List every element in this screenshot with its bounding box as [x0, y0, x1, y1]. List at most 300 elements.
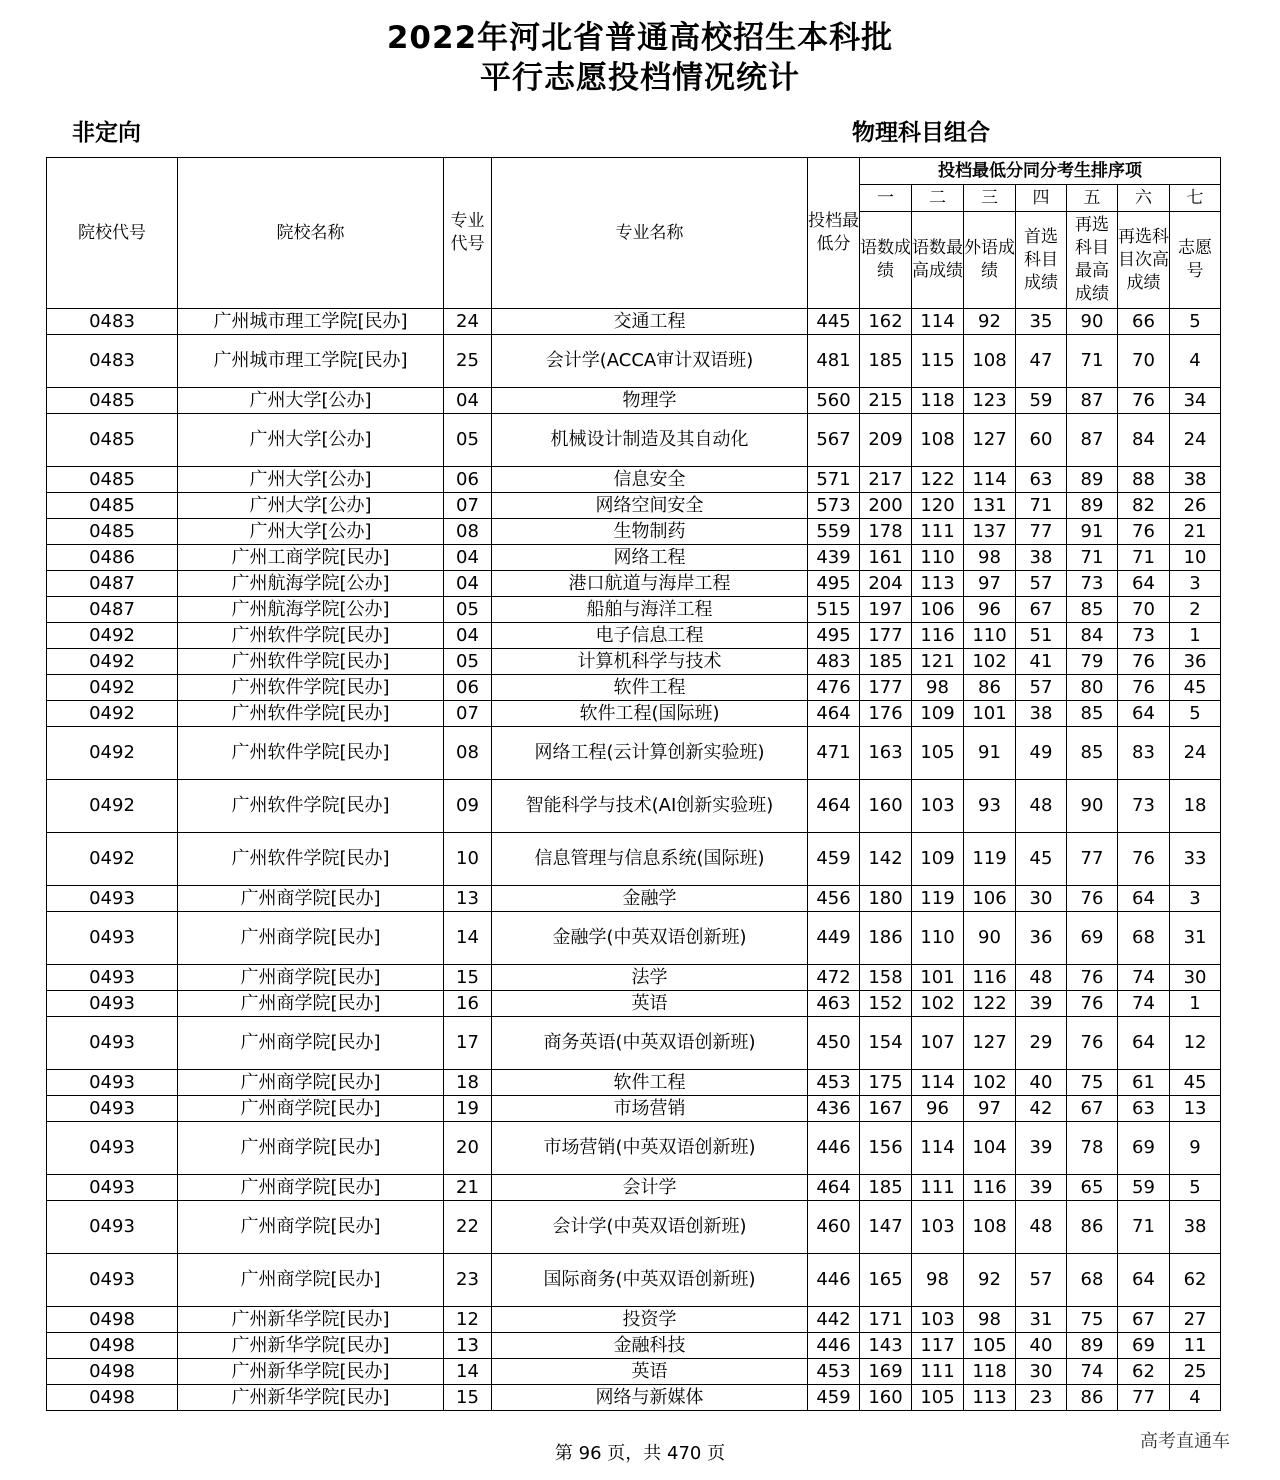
cell-order-5: 77 [1067, 833, 1118, 886]
cell-order-6: 64 [1118, 886, 1170, 912]
header-order-5: 五 [1067, 185, 1118, 212]
cell-order-3: 110 [964, 623, 1016, 649]
cell-order-1: 177 [860, 623, 912, 649]
cell-major-name: 英语 [492, 991, 808, 1017]
cell-major-name: 市场营销 [492, 1096, 808, 1122]
cell-school-name: 广州新华学院[民办] [178, 1359, 444, 1385]
cell-order-2: 120 [912, 493, 964, 519]
subject-group-label: 物理科目组合 [852, 120, 990, 146]
table-row [47, 675, 1221, 701]
cell-order-7: 24 [1170, 414, 1221, 467]
cell-order-3: 106 [964, 886, 1016, 912]
cell-order-6: 64 [1118, 1017, 1170, 1070]
cell-order-4: 39 [1016, 1175, 1067, 1201]
cell-order-7: 12 [1170, 1017, 1221, 1070]
header-tiebreak-group: 投档最低分同分考生排序项 [860, 158, 1221, 185]
cell-order-1: 209 [860, 414, 912, 467]
cell-order-6: 84 [1118, 414, 1170, 467]
cell-order-3: 92 [964, 1254, 1016, 1307]
cell-order-1: 178 [860, 519, 912, 545]
cell-school-code: 0493 [47, 1201, 178, 1254]
cell-school-code: 0498 [47, 1359, 178, 1385]
cell-order-2: 111 [912, 519, 964, 545]
cell-order-1: 160 [860, 780, 912, 833]
cell-major-code: 17 [444, 1017, 492, 1070]
cell-order-4: 57 [1016, 675, 1067, 701]
cell-major-code: 16 [444, 991, 492, 1017]
table-row [47, 1201, 1221, 1254]
cell-order-6: 68 [1118, 912, 1170, 965]
cell-major-name: 网络工程 [492, 545, 808, 571]
cell-order-7: 21 [1170, 519, 1221, 545]
table-row [47, 309, 1221, 335]
cell-major-code: 23 [444, 1254, 492, 1307]
cell-order-4: 38 [1016, 701, 1067, 727]
header-item-5: 再选科目最高成绩 [1067, 212, 1118, 309]
cell-order-3: 91 [964, 727, 1016, 780]
cell-school-name: 广州商学院[民办] [178, 1122, 444, 1175]
cell-order-2: 98 [912, 675, 964, 701]
cell-major-name: 金融学 [492, 886, 808, 912]
header-item-2: 语数最高成绩 [912, 212, 964, 309]
cell-school-name: 广州商学院[民办] [178, 1175, 444, 1201]
table-row [47, 965, 1221, 991]
cell-order-5: 87 [1067, 388, 1118, 414]
cell-major-name: 软件工程(国际班) [492, 701, 808, 727]
cell-order-2: 101 [912, 965, 964, 991]
cell-order-7: 34 [1170, 388, 1221, 414]
cell-order-5: 86 [1067, 1385, 1118, 1411]
cell-order-3: 118 [964, 1359, 1016, 1385]
table-row [47, 597, 1221, 623]
table-row [47, 467, 1221, 493]
cell-major-name: 物理学 [492, 388, 808, 414]
cell-major-code: 06 [444, 675, 492, 701]
cell-school-name: 广州城市理工学院[民办] [178, 309, 444, 335]
cell-order-5: 85 [1067, 701, 1118, 727]
cell-order-3: 102 [964, 1070, 1016, 1096]
cell-order-7: 38 [1170, 467, 1221, 493]
cell-major-name: 网络工程(云计算创新实验班) [492, 727, 808, 780]
cell-order-2: 110 [912, 912, 964, 965]
cell-order-7: 26 [1170, 493, 1221, 519]
cell-order-6: 88 [1118, 467, 1170, 493]
cell-order-6: 64 [1118, 701, 1170, 727]
cell-major-name: 会计学 [492, 1175, 808, 1201]
header-order-3: 三 [964, 185, 1016, 212]
cell-order-2: 102 [912, 991, 964, 1017]
cell-min-score: 463 [808, 991, 860, 1017]
page-footer: 第 96 页，共 470 页 [554, 1443, 726, 1464]
cell-order-7: 5 [1170, 309, 1221, 335]
cell-order-2: 116 [912, 623, 964, 649]
cell-major-code: 05 [444, 649, 492, 675]
cell-order-3: 98 [964, 1307, 1016, 1333]
cell-major-code: 07 [444, 493, 492, 519]
cell-min-score: 471 [808, 727, 860, 780]
cell-order-6: 83 [1118, 727, 1170, 780]
cell-min-score: 449 [808, 912, 860, 965]
cell-order-1: 200 [860, 493, 912, 519]
cell-order-3: 86 [964, 675, 1016, 701]
cell-major-name: 金融科技 [492, 1333, 808, 1359]
cell-order-6: 64 [1118, 1254, 1170, 1307]
header-order-7: 七 [1170, 185, 1221, 212]
cell-order-2: 111 [912, 1175, 964, 1201]
cell-order-1: 185 [860, 649, 912, 675]
cell-order-5: 74 [1067, 1359, 1118, 1385]
cell-order-7: 1 [1170, 623, 1221, 649]
cell-major-name: 法学 [492, 965, 808, 991]
header-min-score: 投档最低分 [808, 158, 860, 309]
cell-min-score: 495 [808, 623, 860, 649]
header-item-3: 外语成绩 [964, 212, 1016, 309]
cell-order-6: 61 [1118, 1070, 1170, 1096]
cell-order-7: 25 [1170, 1359, 1221, 1385]
cell-school-code: 0492 [47, 833, 178, 886]
cell-order-4: 39 [1016, 1122, 1067, 1175]
table-row [47, 1307, 1221, 1333]
cell-order-1: 171 [860, 1307, 912, 1333]
cell-order-7: 2 [1170, 597, 1221, 623]
cell-major-code: 18 [444, 1070, 492, 1096]
cell-order-1: 156 [860, 1122, 912, 1175]
cell-min-score: 560 [808, 388, 860, 414]
table-header [47, 158, 1221, 309]
cell-order-3: 114 [964, 467, 1016, 493]
cell-major-code: 04 [444, 571, 492, 597]
cell-order-7: 38 [1170, 1201, 1221, 1254]
cell-order-1: 169 [860, 1359, 912, 1385]
cell-min-score: 453 [808, 1070, 860, 1096]
cell-order-3: 104 [964, 1122, 1016, 1175]
cell-min-score: 567 [808, 414, 860, 467]
table-row [47, 519, 1221, 545]
cell-order-2: 108 [912, 414, 964, 467]
table-row [47, 1122, 1221, 1175]
cell-order-7: 62 [1170, 1254, 1221, 1307]
cell-min-score: 436 [808, 1096, 860, 1122]
header-order-1: 一 [860, 185, 912, 212]
cell-order-5: 76 [1067, 965, 1118, 991]
cell-major-name: 交通工程 [492, 309, 808, 335]
cell-major-code: 19 [444, 1096, 492, 1122]
cell-order-5: 89 [1067, 493, 1118, 519]
cell-major-name: 网络与新媒体 [492, 1385, 808, 1411]
table-row [47, 545, 1221, 571]
cell-major-code: 08 [444, 519, 492, 545]
cell-major-code: 15 [444, 1385, 492, 1411]
cell-order-3: 90 [964, 912, 1016, 965]
cell-min-score: 483 [808, 649, 860, 675]
cell-order-2: 119 [912, 886, 964, 912]
cell-order-1: 204 [860, 571, 912, 597]
cell-order-1: 217 [860, 467, 912, 493]
cell-order-2: 117 [912, 1333, 964, 1359]
cell-order-3: 101 [964, 701, 1016, 727]
table-row [47, 701, 1221, 727]
table-row [47, 1359, 1221, 1385]
header-order-6: 六 [1118, 185, 1170, 212]
cell-order-5: 87 [1067, 414, 1118, 467]
cell-school-name: 广州软件学院[民办] [178, 623, 444, 649]
cell-major-name: 网络空间安全 [492, 493, 808, 519]
cell-school-code: 0493 [47, 991, 178, 1017]
cell-order-6: 76 [1118, 675, 1170, 701]
cell-school-code: 0485 [47, 467, 178, 493]
cell-order-4: 38 [1016, 545, 1067, 571]
header-school-code: 院校代号 [47, 158, 178, 309]
document-title-line2: 平行志愿投档情况统计 [480, 60, 800, 96]
cell-order-5: 67 [1067, 1096, 1118, 1122]
header-item-7: 志愿号 [1170, 212, 1221, 309]
cell-order-5: 73 [1067, 571, 1118, 597]
cell-order-1: 197 [860, 597, 912, 623]
cell-order-3: 93 [964, 780, 1016, 833]
cell-order-6: 59 [1118, 1175, 1170, 1201]
cell-order-4: 48 [1016, 1201, 1067, 1254]
cell-school-code: 0493 [47, 912, 178, 965]
cell-major-name: 港口航道与海岸工程 [492, 571, 808, 597]
cell-order-2: 121 [912, 649, 964, 675]
cell-school-code: 0493 [47, 886, 178, 912]
cell-order-3: 97 [964, 1096, 1016, 1122]
cell-order-3: 96 [964, 597, 1016, 623]
cell-order-2: 114 [912, 1070, 964, 1096]
cell-order-4: 36 [1016, 912, 1067, 965]
cell-order-2: 114 [912, 1122, 964, 1175]
cell-order-4: 51 [1016, 623, 1067, 649]
cell-major-code: 06 [444, 467, 492, 493]
cell-order-3: 108 [964, 335, 1016, 388]
cell-order-3: 127 [964, 414, 1016, 467]
cell-order-6: 67 [1118, 1307, 1170, 1333]
cell-order-4: 63 [1016, 467, 1067, 493]
header-item-6: 再选科目次高成绩 [1118, 212, 1170, 309]
cell-order-4: 40 [1016, 1070, 1067, 1096]
watermark: 高考直通车 [1140, 1431, 1230, 1452]
cell-school-code: 0493 [47, 1122, 178, 1175]
cell-min-score: 464 [808, 701, 860, 727]
cell-major-code: 08 [444, 727, 492, 780]
cell-major-name: 国际商务(中英双语创新班) [492, 1254, 808, 1307]
cell-order-4: 67 [1016, 597, 1067, 623]
cell-min-score: 459 [808, 1385, 860, 1411]
cell-min-score: 453 [808, 1359, 860, 1385]
cell-order-4: 29 [1016, 1017, 1067, 1070]
cell-order-3: 97 [964, 571, 1016, 597]
cell-order-2: 113 [912, 571, 964, 597]
cell-school-code: 0485 [47, 388, 178, 414]
cell-order-5: 89 [1067, 467, 1118, 493]
cell-min-score: 573 [808, 493, 860, 519]
cell-order-2: 96 [912, 1096, 964, 1122]
cell-order-7: 45 [1170, 1070, 1221, 1096]
table-row [47, 991, 1221, 1017]
cell-min-score: 472 [808, 965, 860, 991]
cell-major-name: 信息安全 [492, 467, 808, 493]
cell-order-7: 9 [1170, 1122, 1221, 1175]
cell-major-name: 机械设计制造及其自动化 [492, 414, 808, 467]
cell-school-name: 广州航海学院[公办] [178, 571, 444, 597]
cell-order-1: 176 [860, 701, 912, 727]
cell-major-code: 21 [444, 1175, 492, 1201]
cell-order-1: 180 [860, 886, 912, 912]
cell-order-1: 161 [860, 545, 912, 571]
cell-min-score: 515 [808, 597, 860, 623]
cell-order-5: 65 [1067, 1175, 1118, 1201]
cell-order-6: 64 [1118, 571, 1170, 597]
cell-major-name: 软件工程 [492, 675, 808, 701]
cell-min-score: 446 [808, 1122, 860, 1175]
cell-order-7: 5 [1170, 701, 1221, 727]
cell-order-6: 69 [1118, 1333, 1170, 1359]
cell-order-1: 175 [860, 1070, 912, 1096]
cell-school-code: 0483 [47, 335, 178, 388]
cell-school-code: 0485 [47, 519, 178, 545]
table-row [47, 571, 1221, 597]
cell-min-score: 571 [808, 467, 860, 493]
cell-school-name: 广州工商学院[民办] [178, 545, 444, 571]
cell-school-name: 广州商学院[民办] [178, 1201, 444, 1254]
table-row [47, 335, 1221, 388]
cell-school-name: 广州软件学院[民办] [178, 701, 444, 727]
cell-order-3: 92 [964, 309, 1016, 335]
cell-order-7: 31 [1170, 912, 1221, 965]
cell-major-code: 09 [444, 780, 492, 833]
cell-major-code: 12 [444, 1307, 492, 1333]
cell-order-6: 62 [1118, 1359, 1170, 1385]
cell-school-code: 0493 [47, 1096, 178, 1122]
table-row [47, 1254, 1221, 1307]
cell-order-2: 105 [912, 1385, 964, 1411]
cell-min-score: 450 [808, 1017, 860, 1070]
cell-order-3: 98 [964, 545, 1016, 571]
cell-order-5: 75 [1067, 1307, 1118, 1333]
cell-major-name: 智能科学与技术(AI创新实验班) [492, 780, 808, 833]
cell-order-3: 127 [964, 1017, 1016, 1070]
cell-order-3: 108 [964, 1201, 1016, 1254]
cell-min-score: 446 [808, 1333, 860, 1359]
cell-order-5: 71 [1067, 335, 1118, 388]
cell-order-4: 35 [1016, 309, 1067, 335]
cell-major-code: 05 [444, 414, 492, 467]
cell-major-code: 13 [444, 1333, 492, 1359]
cell-min-score: 446 [808, 1254, 860, 1307]
cell-order-3: 123 [964, 388, 1016, 414]
cell-major-code: 07 [444, 701, 492, 727]
cell-order-6: 77 [1118, 1385, 1170, 1411]
cell-order-3: 113 [964, 1385, 1016, 1411]
cell-school-name: 广州商学院[民办] [178, 912, 444, 965]
admission-table [46, 157, 1221, 1411]
cell-school-code: 0493 [47, 1175, 178, 1201]
cell-order-1: 215 [860, 388, 912, 414]
cell-school-name: 广州软件学院[民办] [178, 675, 444, 701]
cell-order-6: 74 [1118, 991, 1170, 1017]
cell-order-3: 116 [964, 965, 1016, 991]
cell-school-name: 广州软件学院[民办] [178, 833, 444, 886]
cell-order-2: 105 [912, 727, 964, 780]
cell-order-7: 13 [1170, 1096, 1221, 1122]
cell-order-5: 80 [1067, 675, 1118, 701]
cell-school-code: 0486 [47, 545, 178, 571]
table-row [47, 1333, 1221, 1359]
cell-order-4: 57 [1016, 571, 1067, 597]
cell-order-5: 75 [1067, 1070, 1118, 1096]
cell-order-1: 142 [860, 833, 912, 886]
cell-order-4: 40 [1016, 1333, 1067, 1359]
header-item-1: 语数成绩 [860, 212, 912, 309]
cell-order-3: 122 [964, 991, 1016, 1017]
cell-major-name: 软件工程 [492, 1070, 808, 1096]
cell-school-code: 0487 [47, 597, 178, 623]
cell-order-4: 31 [1016, 1307, 1067, 1333]
cell-order-4: 47 [1016, 335, 1067, 388]
cell-school-code: 0485 [47, 493, 178, 519]
cell-order-7: 11 [1170, 1333, 1221, 1359]
cell-school-name: 广州商学院[民办] [178, 1096, 444, 1122]
cell-min-score: 495 [808, 571, 860, 597]
cell-order-7: 3 [1170, 886, 1221, 912]
cell-order-6: 70 [1118, 597, 1170, 623]
cell-order-6: 66 [1118, 309, 1170, 335]
cell-order-5: 78 [1067, 1122, 1118, 1175]
cell-order-2: 106 [912, 597, 964, 623]
table-row [47, 833, 1221, 886]
cell-major-code: 04 [444, 545, 492, 571]
cell-min-score: 445 [808, 309, 860, 335]
cell-order-6: 76 [1118, 519, 1170, 545]
cell-major-name: 生物制药 [492, 519, 808, 545]
cell-order-6: 73 [1118, 623, 1170, 649]
cell-min-score: 464 [808, 1175, 860, 1201]
cell-order-7: 30 [1170, 965, 1221, 991]
cell-order-6: 73 [1118, 780, 1170, 833]
cell-major-code: 10 [444, 833, 492, 886]
table-row [47, 623, 1221, 649]
cell-school-code: 0492 [47, 701, 178, 727]
cell-order-7: 10 [1170, 545, 1221, 571]
cell-order-5: 71 [1067, 545, 1118, 571]
cell-order-5: 69 [1067, 912, 1118, 965]
cell-order-5: 76 [1067, 991, 1118, 1017]
cell-order-5: 86 [1067, 1201, 1118, 1254]
cell-order-1: 162 [860, 309, 912, 335]
cell-order-6: 71 [1118, 1201, 1170, 1254]
cell-order-1: 158 [860, 965, 912, 991]
cell-order-5: 68 [1067, 1254, 1118, 1307]
cell-order-2: 109 [912, 833, 964, 886]
cell-school-code: 0493 [47, 1254, 178, 1307]
header-school-name: 院校名称 [178, 158, 444, 309]
cell-order-2: 103 [912, 780, 964, 833]
cell-major-name: 计算机科学与技术 [492, 649, 808, 675]
cell-school-name: 广州新华学院[民办] [178, 1385, 444, 1411]
cell-order-2: 107 [912, 1017, 964, 1070]
table-row [47, 1096, 1221, 1122]
cell-major-code: 04 [444, 388, 492, 414]
cell-major-name: 市场营销(中英双语创新班) [492, 1122, 808, 1175]
table-row [47, 388, 1221, 414]
category-label: 非定向 [72, 120, 141, 146]
table-row [47, 1017, 1221, 1070]
cell-order-6: 74 [1118, 965, 1170, 991]
cell-order-4: 23 [1016, 1385, 1067, 1411]
cell-major-name: 投资学 [492, 1307, 808, 1333]
cell-order-4: 57 [1016, 1254, 1067, 1307]
cell-order-2: 103 [912, 1307, 964, 1333]
